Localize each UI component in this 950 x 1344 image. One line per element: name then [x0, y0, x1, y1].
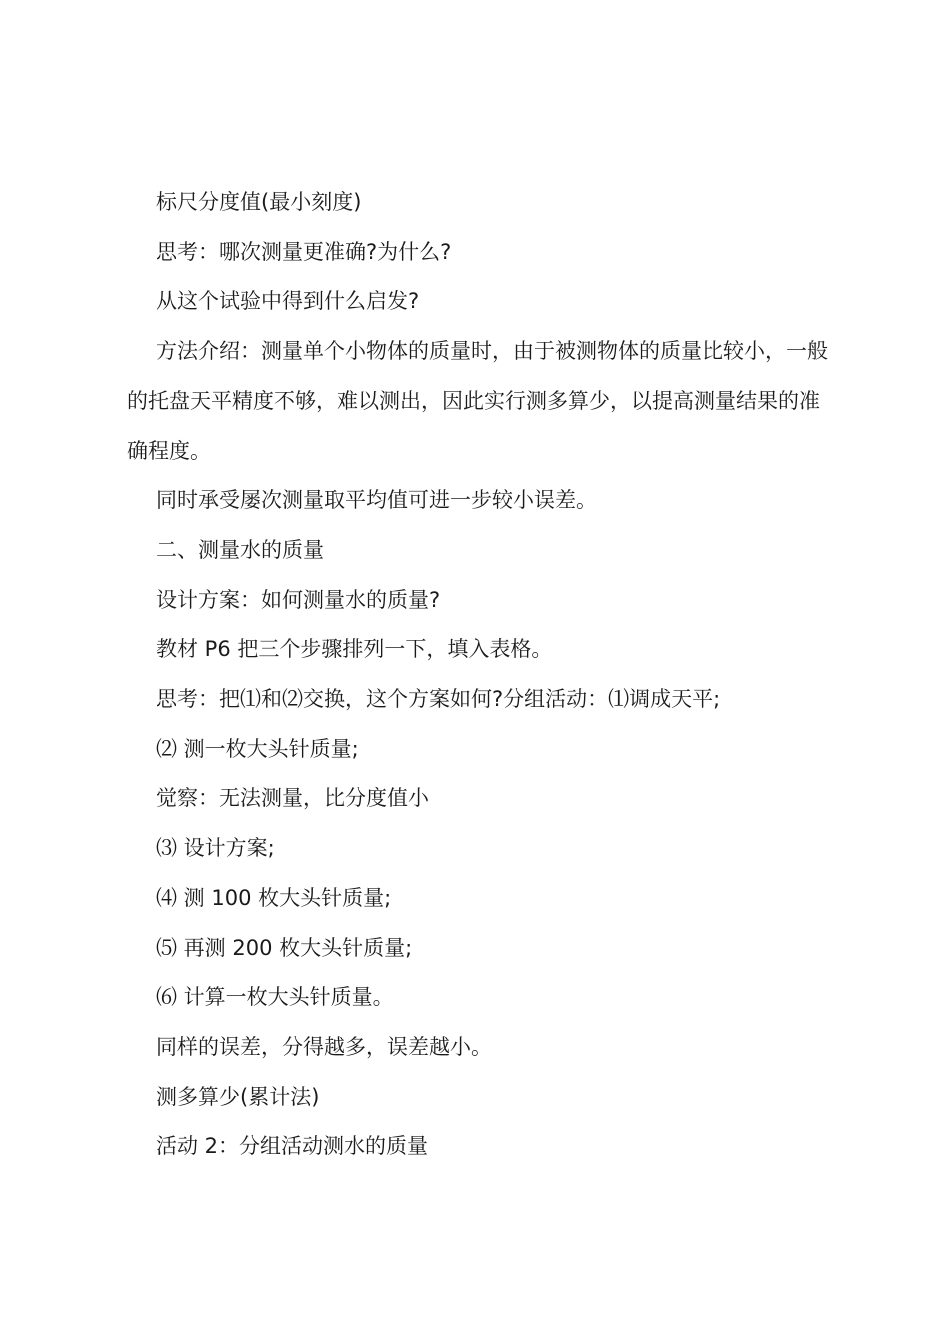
paragraph-think-accuracy: 思考：哪次测量更准确?为什么? — [156, 239, 452, 264]
paragraph-activity-2: 活动 2：分组活动测水的质量 — [156, 1134, 429, 1159]
section-heading-water-mass: 二、测量水的质量 — [156, 537, 324, 562]
paragraph-error-conclusion: 同样的误差，分得越多，误差越小。 — [156, 1034, 492, 1059]
document-body — [127, 178, 833, 1172]
paragraph-observation: 觉察：无法测量，比分度值小 — [156, 786, 429, 811]
paragraph-design-plan: 设计方案：如何测量水的质量? — [156, 587, 441, 612]
list-item-step-2: ⑵ 测一枚大头针质量; — [156, 736, 359, 761]
list-item-step-3: ⑶ 设计方案; — [156, 836, 275, 861]
paragraph-average: 同时承受屡次测量取平均值可进一步较小误差。 — [156, 488, 597, 513]
paragraph-textbook-steps: 教材 P6 把三个步骤排列一下，填入表格。 — [156, 637, 553, 662]
list-item-step-6: ⑹ 计算一枚大头针质量。 — [156, 985, 394, 1010]
paragraph-think-swap: 思考：把⑴和⑵交换，这个方案如何?分组活动：⑴调成天平; — [156, 687, 721, 712]
paragraph-accumulation-method: 测多算少(累计法) — [156, 1084, 320, 1109]
list-item-step-5: ⑸ 再测 200 枚大头针质量; — [156, 935, 413, 960]
paragraph-method-intro: 方法介绍：测量单个小物体的质量时，由于被测物体的质量比较小，一般的托盘天平精度不够，难以测出，因此实行测多算少，以提高测量结果的准确程度。 — [127, 339, 828, 463]
paragraph-inspiration: 从这个试验中得到什么启发? — [156, 289, 420, 314]
list-item-step-4: ⑷ 测 100 枚大头针质量; — [156, 885, 392, 910]
paragraph-scale-division: 标尺分度值(最小刻度) — [156, 190, 362, 214]
